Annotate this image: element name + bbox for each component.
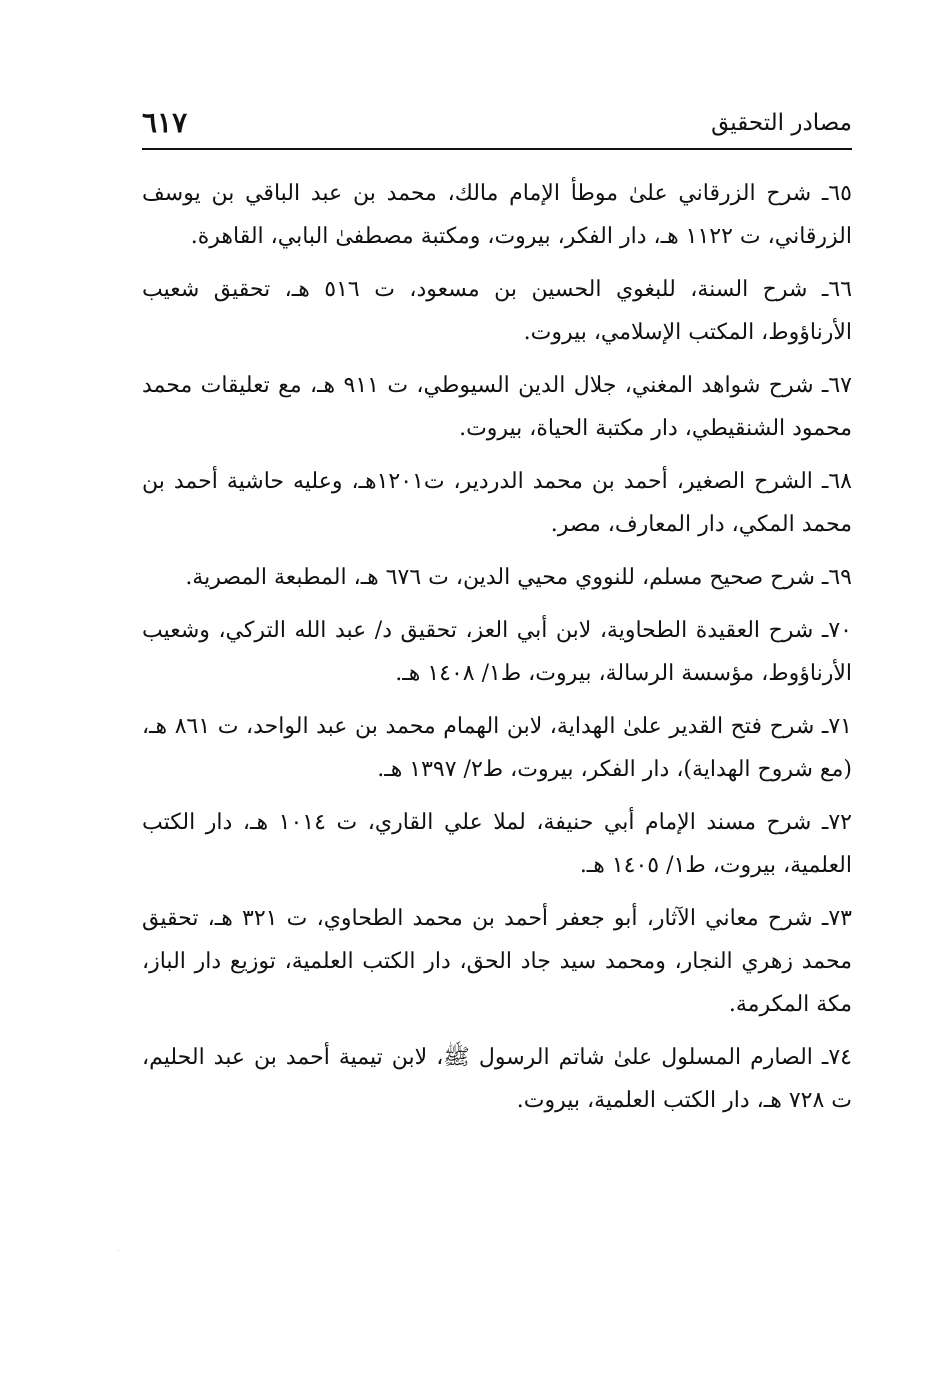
- scan-speck: [118, 1250, 119, 1251]
- page-number: ٦١٧: [142, 106, 188, 139]
- page-header: [142, 102, 852, 146]
- bibliography-list: [142, 172, 852, 1132]
- bibliography-entry-65: ٦٥ـ شرح الزرقاني علىٰ موطأ الإمام مالك، محمد بن عبد الباقي بن يوسف الزرقاني، ت ١١٢٢ هـ، دار الفكر، بيروت، ومكتبة مصطفىٰ البابي، القاهرة.: [142, 181, 852, 249]
- bibliography-entry-71: ٧١ـ شرح فتح القدير علىٰ الهداية، لابن الهمام محمد بن عبد الواحد، ت ٨٦١ هـ، (مع شروح الهداية)، دار الفكر، بيروت، ط٢/ ١٣٩٧ هـ.: [142, 714, 852, 782]
- bibliography-entry-67: ٦٧ـ شرح شواهد المغني، جلال الدين السيوطي، ت ٩١١ هـ، مع تعليقات محمد محمود الشنقيطي، دار مكتبة الحياة، بيروت.: [142, 373, 852, 441]
- bibliography-entry-74: ٧٤ـ الصارم المسلول علىٰ شاتم الرسول ﷺ، لابن تيمية أحمد بن عبد الحليم، ت ٧٢٨ هـ، دار الكتب العلمية، بيروت.: [142, 1045, 852, 1113]
- bibliography-entry-73: ٧٣ـ شرح معاني الآثار، أبو جعفر أحمد بن محمد الطحاوي، ت ٣٢١ هـ، تحقيق محمد زهري النجار، ومحمد سيد جاد الحق، دار الكتب العلمية، توزيع دار الباز، مكة المكرمة.: [142, 906, 852, 1017]
- bibliography-entry-66: ٦٦ـ شرح السنة، للبغوي الحسين بن مسعود، ت ٥١٦ هـ، تحقيق شعيب الأرناؤوط، المكتب الإسلامي، بيروت.: [142, 277, 853, 345]
- bibliography-entry-69: ٦٩ـ شرح صحيح مسلم، للنووي محيي الدين، ت ٦٧٦ هـ، المطبعة المصرية.: [185, 565, 852, 590]
- bibliography-entry-72: ٧٢ـ شرح مسند الإمام أبي حنيفة، لملا علي القاري، ت ١٠١٤ هـ، دار الكتب العلمية، بيروت، ط١/ ١٤٠٥ هـ.: [142, 810, 852, 878]
- bibliography-entry-70: ٧٠ـ شرح العقيدة الطحاوية، لابن أبي العز، تحقيق د/ عبد الله التركي، وشعيب الأرناؤوط، مؤسسة الرسالة، بيروت، ط١/ ١٤٠٨ هـ.: [142, 618, 852, 686]
- header-rule: [142, 148, 852, 150]
- running-title: مصادر التحقيق: [711, 110, 852, 136]
- bibliography-entry-68: ٦٨ـ الشرح الصغير، أحمد بن محمد الدردير، ت١٢٠١هـ، وعليه حاشية أحمد بن محمد المكي، دار المعارف، مصر.: [142, 469, 852, 537]
